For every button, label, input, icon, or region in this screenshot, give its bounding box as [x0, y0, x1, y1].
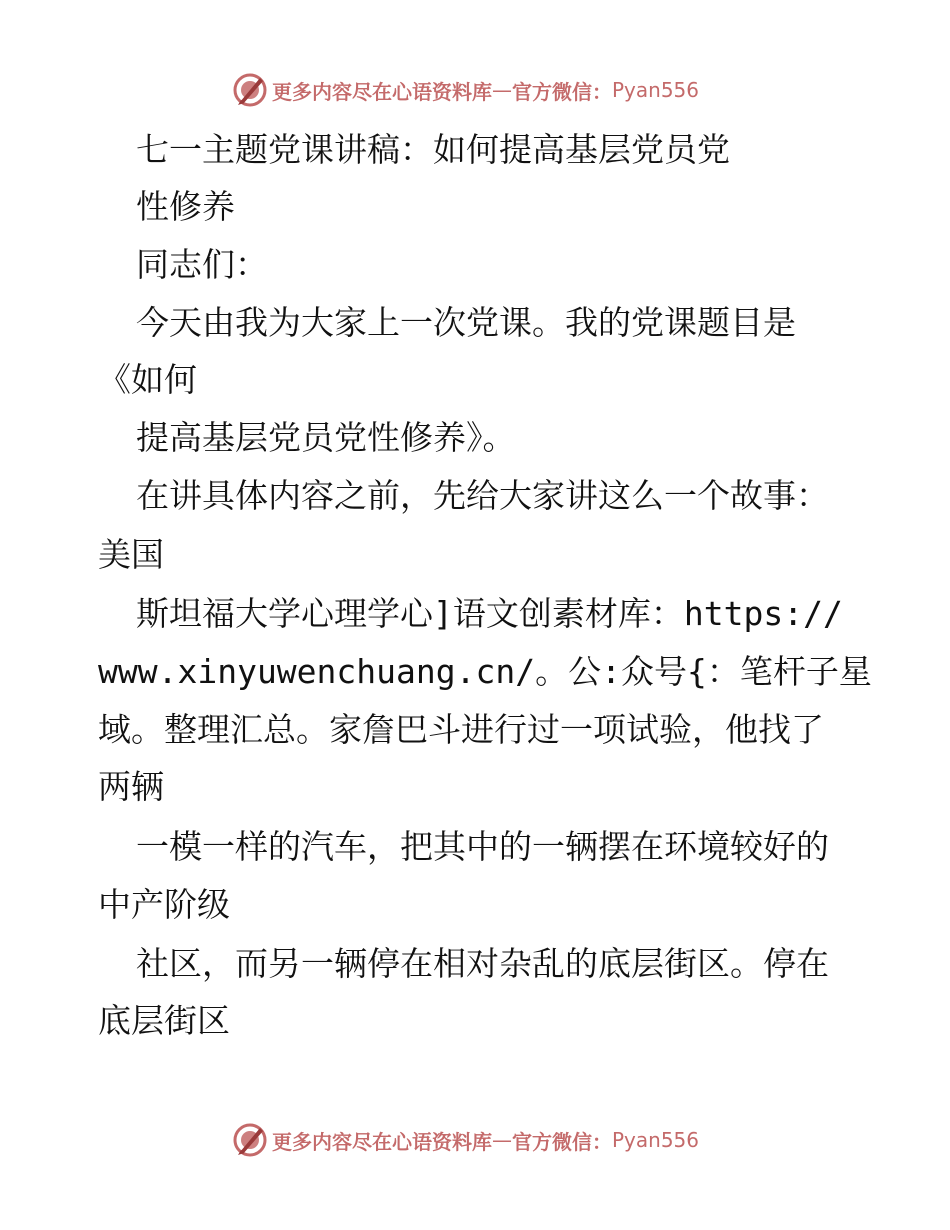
paragraph-line: 今天由我为大家上一次党课。我的党课题目是	[136, 303, 796, 342]
header-brand-text: 更多内容尽在心语资料库	[272, 79, 492, 104]
title-line-1: 七一主题党课讲稿：如何提高基层党员党	[136, 130, 730, 169]
footer-watermark-banner	[232, 1120, 712, 1160]
paragraph-line: 斯坦福大学心理学心]语文创素材库：https://	[136, 594, 843, 633]
paragraph-line: 域。整理汇总。家詹巴斗进行过一项试验，他找了	[98, 710, 824, 749]
paragraph-line: 两辆	[98, 767, 164, 806]
salutation: 同志们：	[136, 245, 268, 284]
paragraph-line: 社区，而另一辆停在相对杂乱的底层街区。停在	[136, 944, 829, 983]
paragraph-line: 提高基层党员党性修养》。	[136, 418, 516, 457]
footer-brand-text: 更多内容尽在心语资料库	[272, 1129, 492, 1154]
paragraph-line: www.xinyuwenchuang.cn/。公:众号{：笔杆子星	[98, 652, 872, 691]
paragraph-line: 中产阶级	[98, 885, 230, 924]
paragraph-line: 在讲具体内容之前，先给大家讲这么一个故事：	[136, 476, 829, 515]
paragraph-line: 一模一样的汽车，把其中的一辆摆在环境较好的	[136, 827, 829, 866]
paragraph-line: 《如何	[98, 360, 197, 399]
header-wechat-label: 官方微信：	[512, 79, 612, 104]
footer-wechat-label: 官方微信：	[512, 1129, 612, 1154]
header-dash: —	[492, 78, 512, 102]
pen-logo-icon	[232, 1122, 268, 1158]
footer-dash: —	[492, 1128, 512, 1152]
paragraph-line: 底层街区	[98, 1001, 230, 1040]
footer-wechat-id: Pyan556	[612, 1128, 700, 1152]
pen-logo-icon	[232, 72, 268, 108]
title-line-2: 性修养	[136, 187, 235, 226]
header-watermark-banner	[232, 70, 712, 110]
paragraph-line: 美国	[98, 535, 164, 574]
header-wechat-id: Pyan556	[612, 78, 700, 102]
